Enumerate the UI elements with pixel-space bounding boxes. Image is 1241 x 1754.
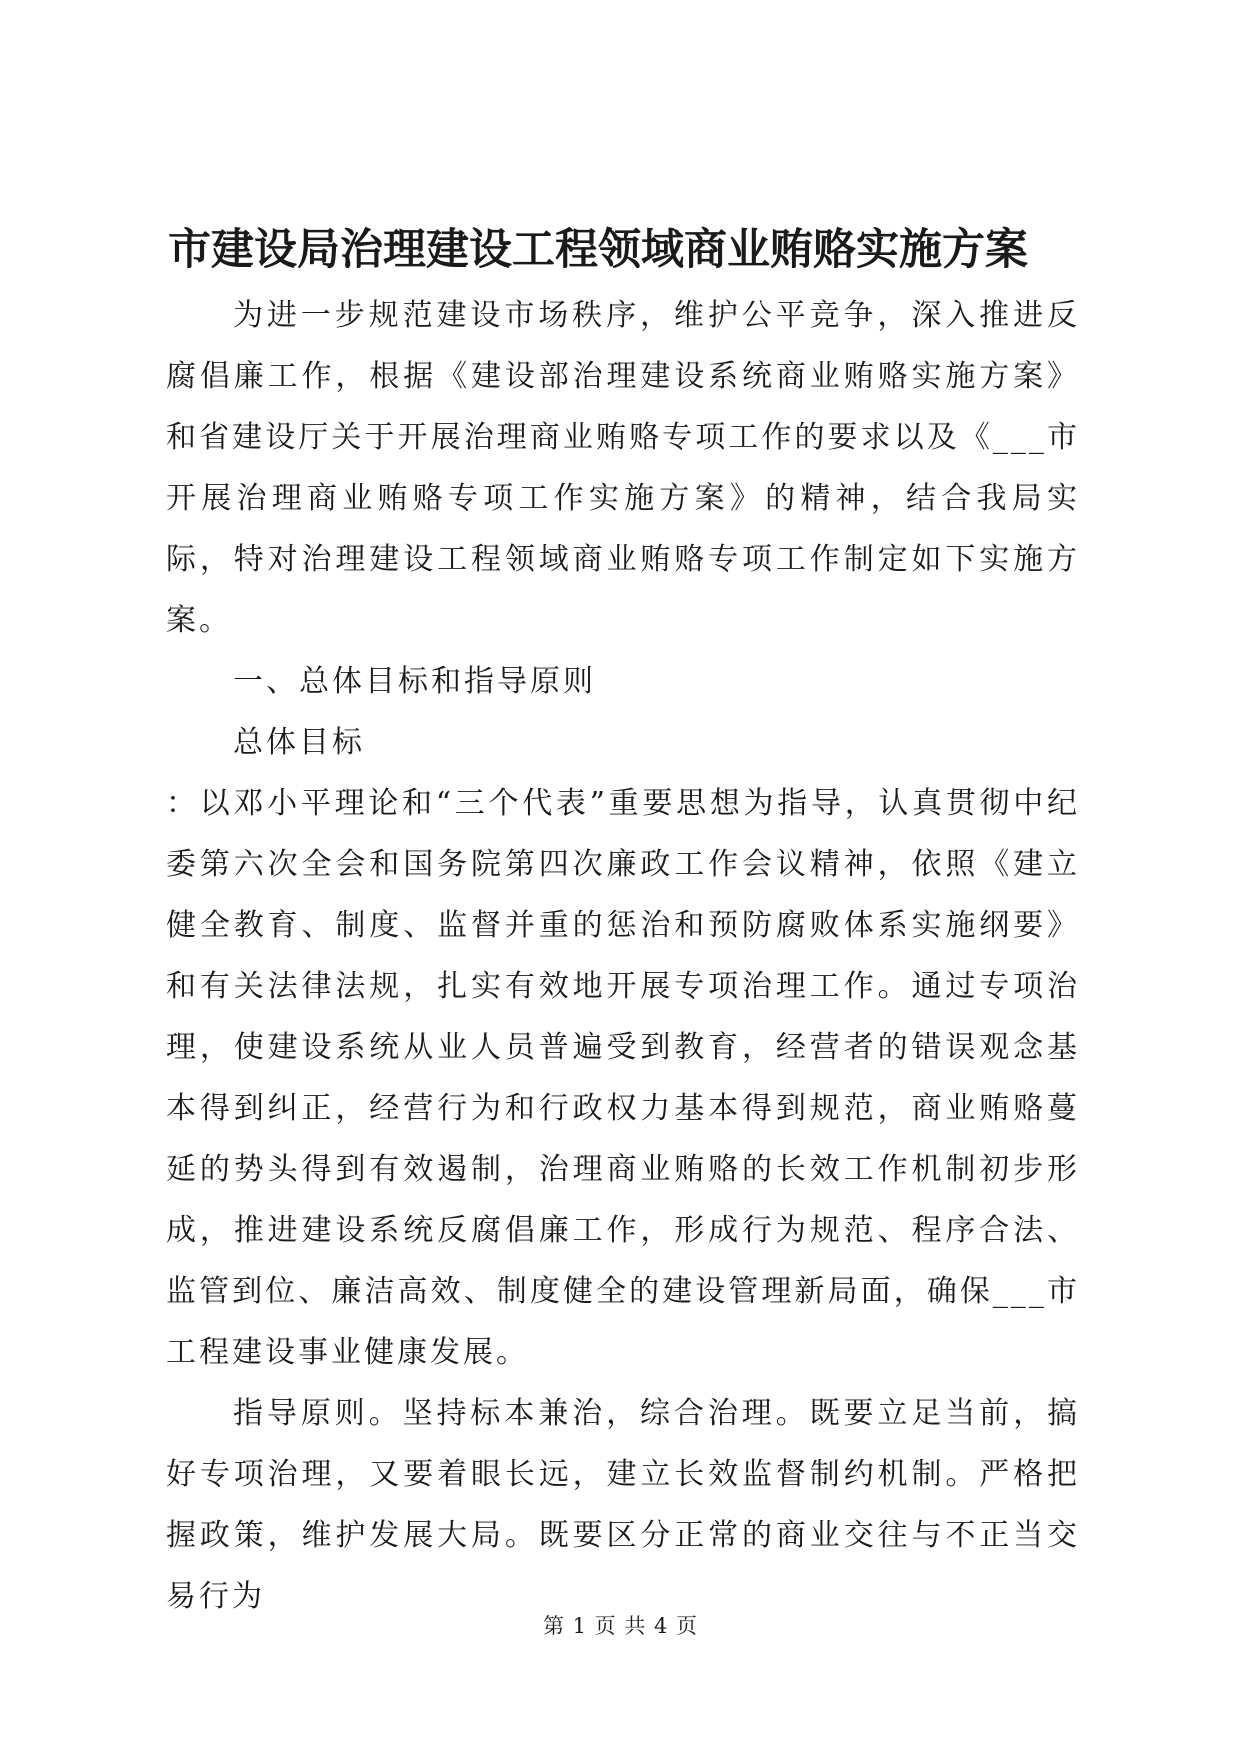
section-heading: 一、总体目标和指导原则 bbox=[233, 664, 596, 699]
subheading-overall-goal: 总体目标 bbox=[233, 725, 365, 760]
document-title: 市建设局治理建设工程领域商业贿赂实施方案 bbox=[168, 225, 1028, 275]
intro-paragraph: 为进一步规范建设市场秩序，维护公平竞争，深入推进反腐倡廉工作，根据《建设部治理建设系统商业贿赂实施方案》和省建设厅关于开展治理商业贿赂专项工作的要求以及《___市开展治理商业贿赂专项工作实施方案》的精神，结合我局实际，特对治理建设工程领域商业贿赂专项工作制定如下实施方案。 bbox=[166, 298, 1080, 638]
guiding-principles-paragraph: 指导原则。坚持标本兼治，综合治理。既要立足当前，搞好专项治理，又要着眼长远，建立长效监督制约机制。严格把握政策，维护发展大局。既要区分正常的商业交往与不正当交易行为 bbox=[166, 1396, 1080, 1614]
overall-goal-paragraph: ：以邓小平理论和“三个代表”重要思想为指导，认真贯彻中纪委第六次全会和国务院第四次廉政工作会议精神，依照《建立健全教育、制度、监督并重的惩治和预防腐败体系实施纲要》和有关法律法规，扎实有效地开展专项治理工作。通过专项治理，使建设系统从业人员普遍受到教育，经营者的错误观念基本得到纠正，经营行为和行政权力基本得到规范，商业贿赂蔓延的势头得到有效遏制，治理商业贿赂的长效工作机制初步形成，推进建设系统反腐倡廉工作，形成行为规范、程序合法、监管到位、廉洁高效、制度健全的建设管理新局面，确保___市工程建设事业健康发展。 bbox=[166, 786, 1080, 1370]
document-body bbox=[166, 285, 1080, 1627]
page-footer: 第 1 页 共 4 页 bbox=[542, 1614, 699, 1638]
